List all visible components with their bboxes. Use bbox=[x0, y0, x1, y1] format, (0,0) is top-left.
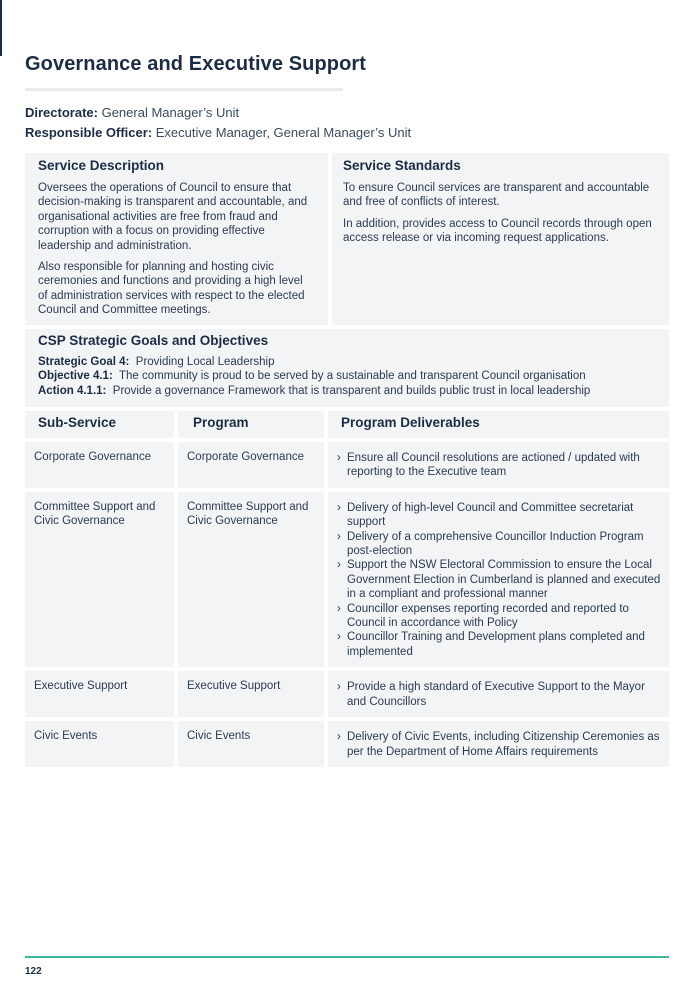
service-description-panel bbox=[25, 153, 328, 325]
chevron-right-icon: › bbox=[337, 602, 341, 615]
responsible-officer-label: Responsible Officer: bbox=[25, 125, 153, 140]
cell-program: Committee Support and Civic Governance bbox=[178, 492, 324, 667]
deliverable-item bbox=[337, 530, 661, 559]
service-description-heading: Service Description bbox=[38, 158, 165, 173]
action-text: Provide a governance Framework that is transparent and builds public trust in local leadership bbox=[112, 384, 591, 397]
cell-sub-service: Committee Support and Civic Governance bbox=[25, 492, 174, 667]
deliverable-item bbox=[337, 558, 661, 601]
header-program-deliverables: Program Deliverables bbox=[328, 411, 669, 438]
table-header-row bbox=[25, 411, 669, 438]
deliverable-item bbox=[337, 501, 661, 530]
directorate-value: General Manager’s Unit bbox=[101, 105, 240, 120]
deliverables-table bbox=[25, 411, 669, 771]
action-label: Action 4.1.1: bbox=[38, 384, 107, 397]
cell-program-deliverables bbox=[328, 671, 669, 717]
deliverable-text: Councillor Training and Development plans completed and implemented bbox=[347, 631, 645, 658]
table-row bbox=[25, 442, 669, 488]
deliverable-item bbox=[337, 602, 661, 631]
cell-program-deliverables bbox=[328, 442, 669, 488]
chevron-right-icon: › bbox=[337, 731, 341, 744]
objective-text: The community is proud to be served by a sustainable and transparent Council organisation bbox=[118, 370, 586, 383]
deliverable-item bbox=[337, 451, 661, 480]
directorate-label: Directorate: bbox=[25, 105, 98, 120]
service-description-paragraph: Oversees the operations of Council to ensure that decision-making is transparent and accountable, and organisational activities are free from fraud and corruption with a focus on providing effective leadership and administration. bbox=[38, 182, 308, 252]
cell-program-deliverables bbox=[328, 721, 669, 767]
service-standards-paragraph: In addition, provides access to Council records through open access release or via incoming request applications. bbox=[343, 217, 652, 245]
cell-program: Civic Events bbox=[178, 721, 324, 767]
strategic-goal-text: Providing Local Leadership bbox=[135, 356, 275, 368]
table-row bbox=[25, 671, 669, 717]
action-line bbox=[38, 384, 656, 398]
objective-label: Objective 4.1: bbox=[38, 370, 113, 383]
table-row bbox=[25, 721, 669, 767]
cell-sub-service: Civic Events bbox=[25, 721, 174, 767]
deliverable-text: Delivery of Civic Events, including Citizenship Ceremonies as per the Department of Home Affairs requirements bbox=[347, 731, 660, 758]
header-sub-service: Sub-Service bbox=[25, 411, 174, 438]
deliverable-item bbox=[337, 730, 661, 759]
deliverables-list bbox=[337, 730, 661, 759]
title-underline bbox=[25, 88, 343, 91]
deliverable-item bbox=[337, 680, 661, 709]
table-body bbox=[25, 442, 669, 767]
deliverables-list bbox=[337, 501, 661, 659]
cell-program-deliverables bbox=[328, 492, 669, 667]
cell-program: Corporate Governance bbox=[178, 442, 324, 488]
responsible-officer-value: Executive Manager, General Manager’s Unit bbox=[155, 125, 412, 140]
cell-sub-service: Executive Support bbox=[25, 671, 174, 717]
deliverable-text: Delivery of a comprehensive Councillor Induction Program post-election bbox=[347, 530, 644, 558]
deliverable-text: Provide a high standard of Executive Support to the Mayor and Councillors bbox=[347, 681, 645, 708]
page-title: Governance and Executive Support bbox=[25, 53, 367, 75]
table-row bbox=[25, 492, 669, 667]
deliverable-text: Ensure all Council resolutions are actioned / updated with reporting to the Executive team bbox=[347, 452, 640, 479]
page-number: 122 bbox=[25, 966, 42, 977]
chevron-right-icon: › bbox=[337, 530, 341, 543]
corner-mark bbox=[0, 0, 2, 56]
csp-goals-panel bbox=[25, 329, 669, 407]
service-description-paragraph: Also responsible for planning and hosting civic ceremonies and functions and providing a high level of administration services with respect to the elected Council and Committee meetings. bbox=[38, 261, 305, 317]
strategic-goal-label: Strategic Goal 4: bbox=[38, 356, 130, 368]
deliverable-text: Councillor expenses reporting recorded and reported to Council in accordance with Policy bbox=[347, 602, 629, 630]
chevron-right-icon: › bbox=[337, 559, 341, 572]
objective-line bbox=[38, 369, 656, 383]
header-program: Program bbox=[178, 411, 324, 438]
chevron-right-icon: › bbox=[337, 631, 341, 644]
service-standards-paragraph: To ensure Council services are transparent and accountable and free of conflicts of interest. bbox=[343, 182, 650, 209]
chevron-right-icon: › bbox=[337, 501, 341, 514]
cell-program: Executive Support bbox=[178, 671, 324, 717]
deliverable-text: Support the NSW Electoral Commission to ensure the Local Government Election in Cumberland is planned and executed in a compliant and professional manner bbox=[347, 559, 661, 601]
deliverable-item bbox=[337, 630, 661, 659]
footer-rule bbox=[25, 956, 669, 958]
chevron-right-icon: › bbox=[337, 681, 341, 694]
deliverables-list bbox=[337, 451, 661, 480]
service-standards-heading: Service Standards bbox=[343, 158, 461, 173]
cell-sub-service: Corporate Governance bbox=[25, 442, 174, 488]
deliverable-text: Delivery of high-level Council and Committee secretariat support bbox=[347, 501, 634, 529]
deliverables-list bbox=[337, 680, 661, 709]
chevron-right-icon: › bbox=[337, 452, 341, 464]
csp-heading: CSP Strategic Goals and Objectives bbox=[38, 333, 269, 348]
strategic-goal-line bbox=[38, 355, 656, 369]
responsible-officer-line bbox=[25, 125, 411, 140]
service-standards-panel bbox=[332, 153, 669, 325]
directorate-line bbox=[25, 105, 239, 120]
